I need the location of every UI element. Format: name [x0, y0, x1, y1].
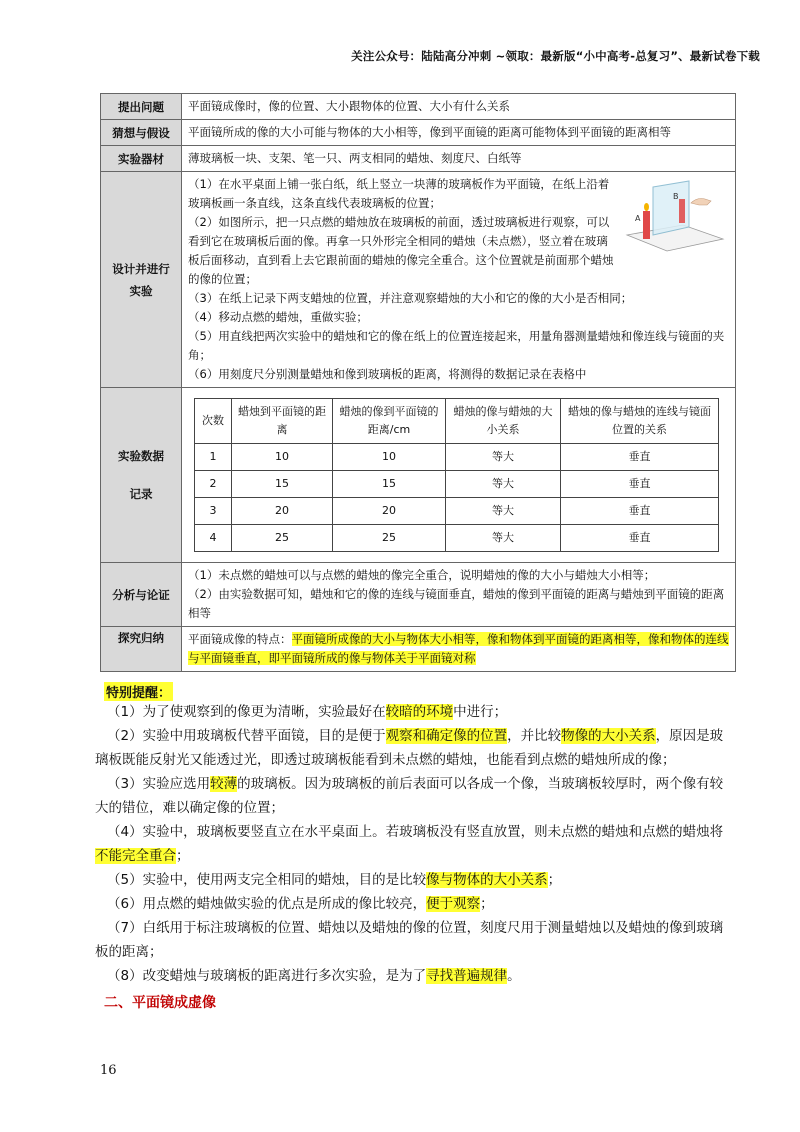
tip-1 — [95, 700, 735, 724]
equipment-text: 薄玻璃板一块、支架、笔一只、两支相同的蜡烛、刻度尺、白纸等 — [182, 146, 736, 172]
tip-highlight: 较暗的环境 — [385, 704, 454, 720]
tip-4 — [95, 820, 735, 868]
data-content — [182, 388, 736, 563]
tip-text: ； — [176, 848, 190, 864]
page-number: 16 — [100, 1063, 117, 1078]
tip-text: 的玻璃板。因为玻璃板的前后表面可以各成一个像，当玻璃板较厚时，两个像有较大的错位，难以确定像的位置； — [95, 776, 724, 816]
tip-text: （5）实验中，使用两支完全相同的蜡烛，目的是比较 — [107, 872, 427, 888]
data-cell: 15 — [232, 471, 333, 498]
design-step-2: （2）如图所示，把一只点燃的蜡烛放在玻璃板的前面，透过玻璃板进行观察，可以看到它在玻璃板后面的像。再拿一只外形完全相同的蜡烛（未点燃），竖立着在玻璃板后面移动，直到看上去它跟前面的蜡烛的像完全重合。这个位置就是前面那个蜡烛的像的位置； — [188, 215, 614, 286]
data-header-cell: 次数 — [195, 399, 232, 444]
tip-highlight: 便于观察 — [426, 896, 481, 912]
tip-text: （8）改变蜡烛与玻璃板的距离进行多次实验，是为了 — [107, 968, 427, 984]
label-question: 提出问题 — [101, 94, 182, 120]
design-content — [182, 172, 736, 388]
label-data-line1: 实验数据 — [118, 449, 164, 463]
data-cell: 垂直 — [561, 444, 719, 471]
data-header-cell: 蜡烛的像与蜡烛的连线与镜面位置的关系 — [561, 399, 719, 444]
data-cell: 25 — [333, 525, 446, 552]
label-hypothesis: 猜想与假设 — [101, 120, 182, 146]
tips-list — [95, 700, 735, 988]
table-row — [195, 525, 719, 552]
label-design-line1: 设计并进行 — [112, 261, 170, 276]
tip-text: 。 — [507, 968, 521, 984]
tip-text: （1）为了使观察到的像更为清晰，实验最好在 — [107, 704, 386, 720]
data-cell: 20 — [333, 498, 446, 525]
tip-text: （6）用点燃的蜡烛做实验的优点是所成的像比较亮， — [107, 896, 427, 912]
section-title: 二、平面镜成虚像 — [104, 995, 216, 1011]
label-equipment: 实验器材 — [101, 146, 182, 172]
tip-5 — [95, 868, 735, 892]
label-data-line2: 记录 — [129, 487, 153, 501]
label-design-line2: 实验 — [129, 283, 153, 298]
experiment-table — [100, 93, 736, 672]
tip-highlight: 观察和确定像的位置 — [385, 728, 508, 744]
tip-text: ，原因是玻璃板既能反射光又能透过光，即透过玻璃板能看到未点燃的蜡烛，也能看到点燃的蜡烛所成的像； — [95, 728, 724, 768]
design-step-6: （6）用刻度尺分别测量蜡烛和像到玻璃板的距离，将测得的数据记录在表格中 — [188, 367, 587, 381]
data-cell: 20 — [232, 498, 333, 525]
conclusion-prefix: 平面镜成像的特点： — [188, 632, 292, 646]
data-cell: 等大 — [446, 444, 561, 471]
data-cell: 垂直 — [561, 471, 719, 498]
tip-text: ，并比较 — [507, 728, 562, 744]
data-cell: 25 — [232, 525, 333, 552]
tip-text: （3）实验应选用 — [107, 776, 211, 792]
design-step-5: （5）用直线把两次实验中的蜡烛和它的像在纸上的位置连接起来，用量角器测量蜡烛和像连线与镜面的夹角； — [188, 329, 725, 362]
table-row — [195, 471, 719, 498]
data-cell: 15 — [333, 471, 446, 498]
candle-mirror-illustration — [623, 177, 727, 257]
data-cell: 等大 — [446, 525, 561, 552]
tip-highlight: 物像的大小关系 — [561, 728, 656, 744]
tip-text: （7）白纸用于标注玻璃板的位置、蜡烛以及蜡烛的像的位置，刻度尺用于测量蜡烛以及蜡烛的像到玻璃板的距离； — [95, 920, 724, 960]
tip-text: ； — [480, 896, 494, 912]
data-header-cell: 蜡烛到平面镜的距离 — [232, 399, 333, 444]
data-cell: 4 — [195, 525, 232, 552]
tip-highlight: 不能完全重合 — [95, 848, 176, 864]
tip-text: 中进行； — [453, 704, 508, 720]
label-design — [101, 172, 182, 388]
tip-text: （4）实验中，玻璃板要竖直立在水平桌面上。若玻璃板没有竖直放置，则未点燃的蜡烛和点燃的蜡烛将 — [107, 824, 724, 840]
tip-8 — [95, 964, 735, 988]
data-cell: 3 — [195, 498, 232, 525]
question-text: 平面镜成像时，像的位置、大小跟物体的位置、大小有什么关系 — [182, 94, 736, 120]
conclusion-highlight: 平面镜所成像的大小与物体大小相等，像和物体到平面镜的距离相等，像和物体的连线与平面镜垂直，即平面镜所成的像与物体关于平面镜对称 — [188, 632, 729, 665]
tip-text: （2）实验中用玻璃板代替平面镜，目的是便于 — [107, 728, 386, 744]
design-step-1: （1）在水平桌面上铺一张白纸，纸上竖立一块薄的玻璃板作为平面镜，在纸上沿着玻璃板画一条直线，这条直线代表玻璃板的位置； — [188, 177, 610, 210]
hypothesis-text: 平面镜所成的像的大小可能与物体的大小相等，像到平面镜的距离可能物体到平面镜的距离相等 — [182, 120, 736, 146]
table-row — [195, 498, 719, 525]
design-step-4: （4）移动点燃的蜡烛，重做实验； — [188, 310, 368, 324]
data-cell: 10 — [232, 444, 333, 471]
label-analysis: 分析与论证 — [101, 563, 182, 627]
tip-2 — [95, 724, 735, 772]
candle-mirror-figure — [623, 177, 727, 257]
conclusion-content — [182, 627, 736, 672]
label-conclusion: 探究归纳 — [101, 627, 182, 672]
figure-label-b: B — [673, 192, 679, 201]
table-row — [195, 444, 719, 471]
tip-7 — [95, 916, 735, 964]
tip-highlight: 较薄 — [210, 776, 238, 792]
data-cell: 10 — [333, 444, 446, 471]
tip-text: ； — [547, 872, 562, 888]
page-header: 关注公众号：陆陆高分冲刺 ~领取：最新版“小中高考-总复习”、最新试卷下载 — [351, 49, 760, 63]
data-header-cell: 蜡烛的像到平面镜的距离/cm — [333, 399, 446, 444]
figure-label-a: A — [635, 214, 641, 223]
design-step-3: （3）在纸上记录下两支蜡烛的位置，并注意观察蜡烛的大小和它的像的大小是否相同； — [188, 291, 633, 305]
data-cell: 等大 — [446, 471, 561, 498]
label-data — [101, 388, 182, 563]
data-cell: 垂直 — [561, 525, 719, 552]
analysis-line-1: （1）未点燃的蜡烛可以与点燃的蜡烛的像完全重合，说明蜡烛的像的大小与蜡烛大小相等； — [188, 568, 656, 582]
data-cell: 1 — [195, 444, 232, 471]
tip-6 — [95, 892, 735, 916]
reminder-title: 特别提醒： — [104, 682, 173, 701]
analysis-content — [182, 563, 736, 627]
data-cell: 2 — [195, 471, 232, 498]
data-cell: 等大 — [446, 498, 561, 525]
data-cell: 垂直 — [561, 498, 719, 525]
data-header-cell: 蜡烛的像与蜡烛的大小关系 — [446, 399, 561, 444]
tip-highlight: 像与物体的大小关系 — [426, 872, 548, 888]
data-table — [194, 398, 719, 552]
tip-highlight: 寻找普遍规律 — [426, 968, 508, 984]
analysis-line-2: （2）由实验数据可知，蜡烛和它的像的连线与镜面垂直，蜡烛的像到平面镜的距离与蜡烛到平面镜的距离相等 — [188, 587, 725, 620]
tip-3 — [95, 772, 735, 820]
